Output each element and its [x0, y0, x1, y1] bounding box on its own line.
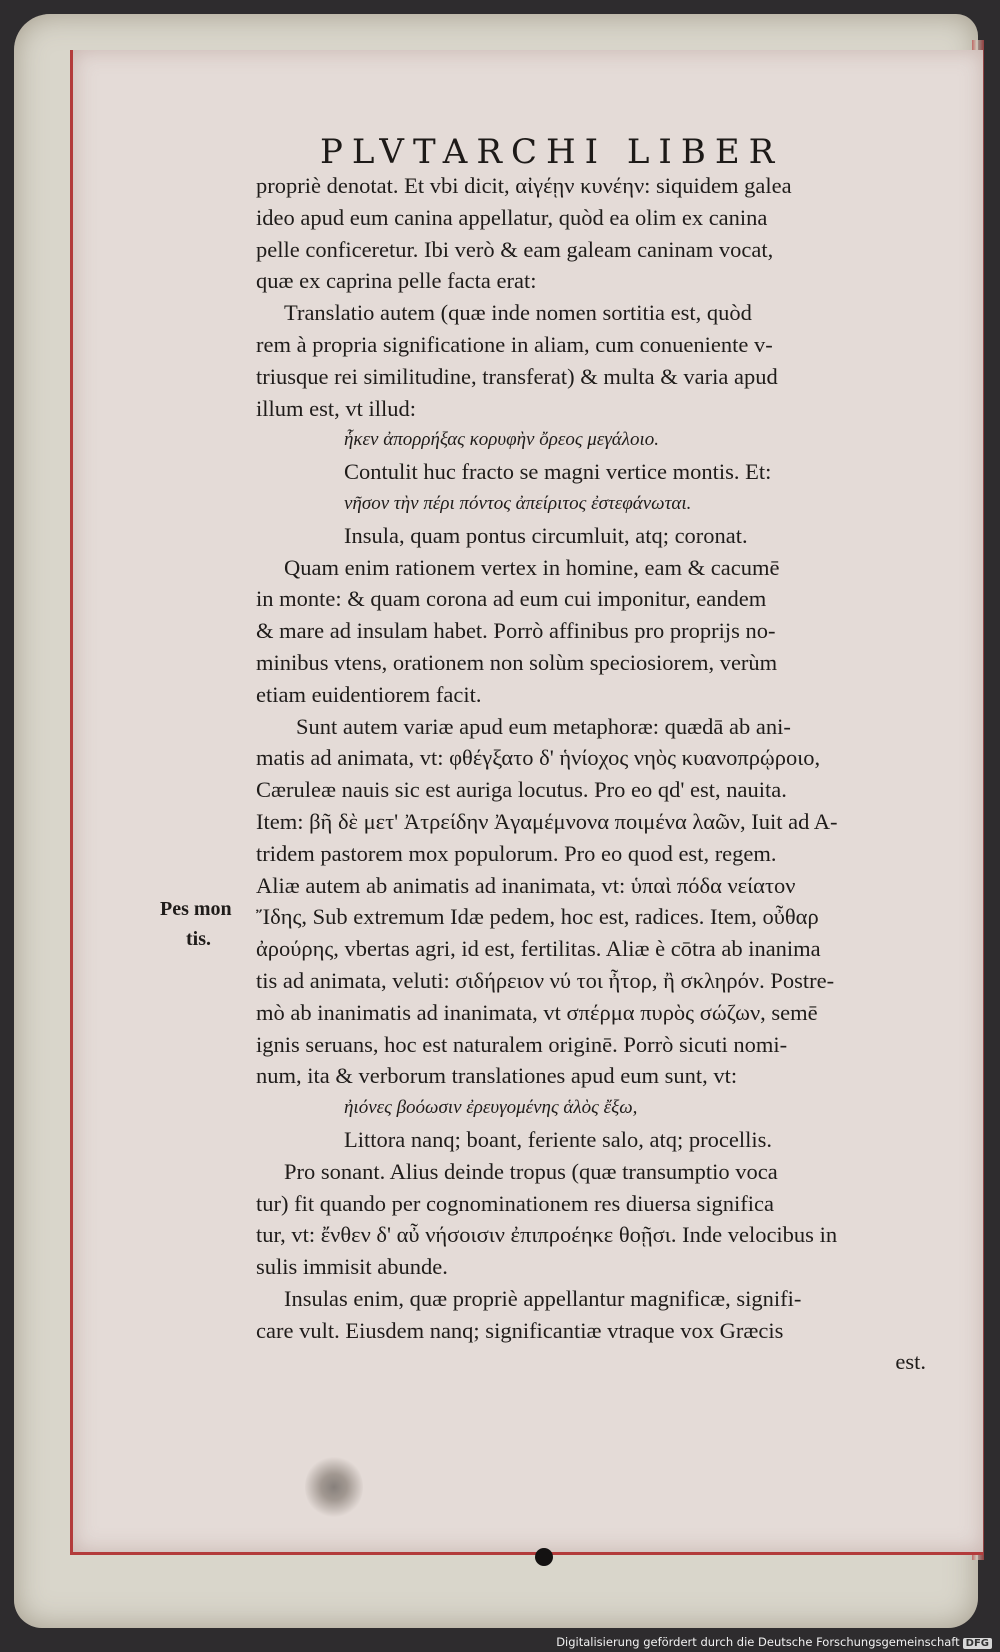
text-line: care vult. Eiusdem nanq; significantiæ vtraque vox Græcis [256, 1317, 784, 1343]
credit-text: Digitalisierung gefördert durch die Deutsche Forschungsgemeinschaft [556, 1635, 960, 1649]
text-line: triusque rei similitudine, transferat) & multa & varia apud [256, 363, 778, 389]
verse-line: Littora nanq; boant, feriente salo, atq; procellis. [344, 1126, 772, 1152]
text-line: etiam euidentiorem facit. [256, 681, 482, 707]
text-line: Aliæ autem ab animatis ad inanimata, vt: ὑπαὶ πόδα νείατον [256, 872, 796, 898]
binding-hole [535, 1548, 553, 1566]
text-line: ignis seruans, hoc est naturalem originē. Porrò sicuti nomi- [256, 1031, 788, 1057]
margin-note-line: Pes mon [160, 898, 232, 920]
text-line: ideo apud eum canina appellatur, quòd ea olim ex canina [256, 204, 768, 230]
catchword: est. [895, 1349, 926, 1375]
text-line: Ἴδης, Sub extremum Idæ pedem, hoc est, radices. Item, οὖθαρ [256, 904, 819, 930]
text-line: tur) fit quando per cognominationem res diuersa significa [256, 1190, 774, 1216]
text-line: Pro sonant. Alius deinde tropus (quæ transumptio voca [284, 1158, 778, 1184]
margin-note-line: tis. [186, 928, 211, 950]
greek-quote-line: νῆσον τὴν πέρι πόντος ἀπείριτος ἐστεφάνωται. [344, 492, 692, 514]
ink-stain [305, 1455, 363, 1519]
text-line: rem à propria significatione in aliam, cum conueniente v- [256, 331, 773, 357]
text-line: matis ad animata, vt: φθέγξατο δ' ἡνίοχος νηὸς κυανοπρῴροιο, [256, 745, 821, 771]
text-line: pelle conficeretur. Ibi verò & eam galeam caninam vocat, [256, 236, 774, 262]
text-line: minibus vtens, orationem non solùm speciosiorem, verùm [256, 649, 778, 675]
text-line: Quam enim rationem vertex in homine, eam & cacumē [284, 554, 780, 580]
dfg-logo: DFG [963, 1638, 992, 1649]
text-line: quæ ex caprina pelle facta erat: [256, 268, 537, 294]
text-line: propriè denotat. Et vbi dicit, αἰγέῃν κυνέην: siquidem galea [256, 173, 792, 198]
text-line: illum est, vt illud: [256, 395, 417, 421]
text-line: Item: βῆ δὲ μετ' Ἀτρείδην Ἀγαμέμνονα ποιμένα λαῶν, Iuit ad A- [256, 808, 838, 834]
verse-line: Insula, quam pontus circumluit, atq; coronat. [344, 522, 748, 548]
text-line: sulis immisit abunde. [256, 1254, 448, 1280]
text-line: ἀρούρης, vbertas agri, id est, fertilitas. Aliæ è cōtra ab inanima [256, 936, 821, 962]
margin-note [160, 894, 252, 954]
text-line: tridem pastorem mox populorum. Pro eo quod est, regem. [256, 840, 777, 866]
text-line: Sunt autem variæ apud eum metaphoræ: quædā ab ani- [296, 713, 791, 739]
text-line: num, ita & verborum translationes apud eum sunt, vt: [256, 1063, 738, 1089]
text-line: in monte: & quam corona ad eum cui imponitur, eandem [256, 586, 767, 612]
greek-quote-line: ἧκεν ἀπορρήξας κορυφὴν ὄρεος μεγάλοιο. [344, 429, 660, 451]
text-line: Translatio autem (quæ inde nomen sortitia est, quòd [284, 300, 752, 326]
body-text [256, 170, 936, 1378]
running-head: PLVTARCHI LIBER [320, 132, 784, 172]
text-line: mò ab inanimatis ad inanimata, vt σπέρμα πυρὸς σώζων, semē [256, 999, 818, 1025]
text-line: tur, vt: ἔνθεν δ' αὖ νήσοισιν ἐπιπροέηκε θοῇσι. Inde velocibus in [256, 1222, 838, 1248]
text-line: Cæruleæ nauis sic est auriga locutus. Pro eo qd' est, nauita. [256, 777, 787, 803]
verse-line: Contulit huc fracto se magni vertice montis. Et: [344, 459, 772, 485]
text-line: & mare ad insulam habet. Porrò affinibus pro proprijs no- [256, 618, 776, 644]
text-line: tis ad animata, veluti: σιδήρειον νύ τοι ἦτορ, ἢ σκληρόν. Postre- [256, 967, 835, 993]
greek-quote-line: ἠιόνες βοόωσιν ἐρευγομένης ἁλὸς ἔξω, [344, 1097, 638, 1119]
digitization-credit [554, 1634, 994, 1650]
text-line: Insulas enim, quæ propriè appellantur magnificæ, signifi- [284, 1285, 802, 1311]
